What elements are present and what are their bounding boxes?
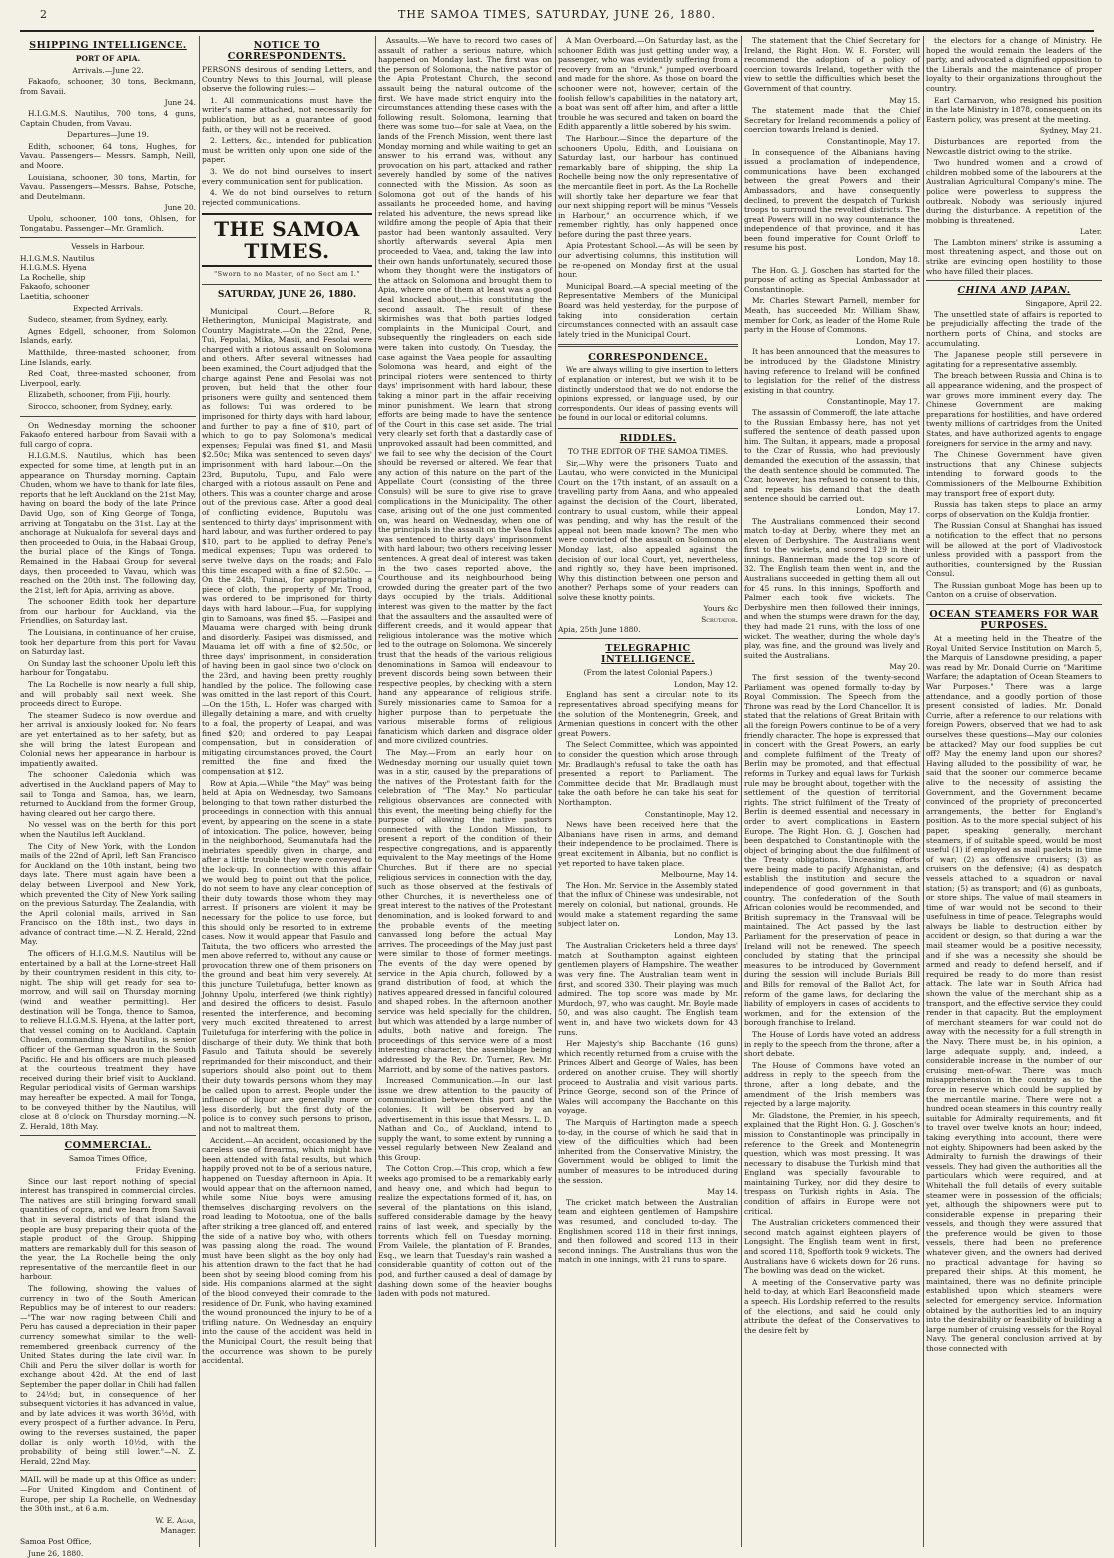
- telegram: The cricket match between the Australian team and eighteen gentlemen of Hampshire was resumed, and concluded to-day. The Englishmen scored 118 in their first innings, and then followed and scored 113 in their second innings. The Australians thus won the match in one innings, with 21 runs to spare.: [558, 1198, 738, 1265]
- telegram: The Australians commenced their second match to-day at Derby, where they met an eleven of Derbyshire. The Australians went first to the wickets, and scored 129 in their innings. Bannerman made the top score of 32. The English team then went in, and the Australians succeeded in getting them all out for 45 runs. In this innings, Spofforth and Palmer each took five wickets. The Derbyshire men then followed their innings, and when the stumps were drawn for the day, they had made 21 runs, with the loss of one wicket. The weather, during the whole day's play, was fine, and the ground was lively and suited the Australians.: [744, 517, 920, 661]
- expected-heading: Expected Arrivals.: [20, 304, 196, 314]
- article-paragraph: At a meeting held in the Theatre of the Royal United Service Institution on March 5, the Marquis of Lansdowne presiding, a paper was read by Mr. Donald Currie on "Maritime Warfare; the adaptation of Ocean Steamers to War Purposes." There was a large attendance, and a goodly portion of those present consisted of ladies. Mr. Donald Currie, after a reference to our relations with foreign Powers, observed that we had to ask ourselves these questions—May our colonies be attacked? May our food supplies be cut off? May the enemy land upon our shores? Having alluded to the possibility of war, he said that the sooner our commerce became alive to the necessity of assisting the Government, and the Government became convinced of the propriety of preconcerted arrangements, the better for England's position. As to the more special subject of his paper, speaking generally, merchant steamers, if of suitable speed, would be most useful (1) if employed as mail packets in time of war; (2) as offensive cruisers; (3) as cruisers on the defensive; (4) as despatch vessels attached to a squadron or naval station; (5) as transport; and (6) as gunboats, or store ships. The value of mail steamers in time of war would not be second to their usefulness in time of peace. Telegraphs would always be liable to destruction either by accident or design, so that during a war the mail steamer would be a positive necessity, and if she was a necessity she should be armed and ready to defend herself, and if required be ready to do more than resist attack. The late war in South Africa had shown the value of the merchant ship as a transport, and the effective service they could render in that capacity. But the employment of merchant steamers for war could not do away with the necessity for a full strength in the Navy. There must be, in his opinion, a large adequate supply, and, indeed, a considerable increase in the number of our cruising men-of-war. There was much misapprehension in the country as to the force in reserve which could be supplied by the mercantile marine. There were not a hundred ocean steamers in this country really suitable for Admiralty requirements, and fit to travel over twelve knots an hour; indeed, taking everything into account, there were not eighty. Shipowners had been asked by the Admiralty to furnish the drawings of their vessels. They had given the authorities all the particulars which were required, and at Whitehall the full details of every suitable steamer were in possession of the officials; yet, although the shipowners were put to considerable expense in preparing their vessels, and though they were assured that the preference would be given to those vessels, there had been no preference whatever given, and the owners had derived no practical advantage for having so prepared their ships. At this moment, he maintained, there was no definite principle established upon which steamers were selected for emergency service. Information obtained by the authorities led to an inquiry into the desirability or feasibility of building a large number of cruising vessels for the Royal Navy. The general conclusion arrived at by those connected with: [926, 634, 1102, 1354]
- column-4: [558, 36, 738, 1547]
- mail-notice: MAIL will be made up at this Office as under:—For United Kingdom and Continent of Europe, per ship La Rochelle, on Wednesday the 30th inst., at 6 a.m.: [20, 1475, 196, 1513]
- page-number: 2: [40, 8, 48, 21]
- dateline: Sydney, May 21.: [926, 126, 1102, 136]
- mail-signature-title: Manager.: [20, 1526, 196, 1536]
- telegram: England has sent a circular note to its representatives abroad specifying means for the solution of the Montenegrin, Greek, and Armenian questions in concert with the other great Powers.: [558, 690, 738, 738]
- telegram: Russia has taken steps to place an army corps of observation on the Kuldja frontier.: [926, 500, 1102, 519]
- column-rule: [555, 36, 556, 1547]
- list-item: Sirocco, schooner, from Sydney, early.: [20, 402, 196, 412]
- telegram: The first session of the twenty-second Parliament was opened formally to-day by Royal Commission. The Speech from the Throne was read by the Lord Chancellor. It is stated that the relations of Great Britain with all the foreign Powers continue to be of a very friendly character. The hope is expressed that in concert with the Great Powers, an early and complete fulfilment of the Treaty of Berlin may be promoted, and that effectual reforms in Turkey and equal laws for Turkish rule may be brought about, together with the settlement of the question of territorial rights. The strict fulfilment of the Treaty of Berlin is deemed essential and necessary in order to avert complications in Eastern Europe. The Right Hon. G. J. Goschen had been despatched to Constantinople with the object of bringing about the due fulfilment of the Treaty obligations. Unceasing efforts were being made to pacify Afghanistan, and establish the institution and secure the independence of good government in that country. The confederation of the South African colonies would be recommended, and British supremacy in the Transvaal will be maintained. The Act passed by the last Parliament for the preservation of peace in Ireland will not be renewed. The speech concluded by stating that the principal measures to be introduced by Government during the session will include Burials Bill and Bills for removal of the Ballot Act, for reform of the game laws, for declaring the liability of employers in cases of accidents to workmen, and for the extension of the borough franchise to Ireland.: [744, 673, 920, 1028]
- article-paragraph: Municipal Board.—A special meeting of the Representative Members of the Municipal Board was held yesterday, for the purpose of taking into consideration certain circumstances connected with an assault case lately tried in the Municipal Court.: [558, 282, 738, 340]
- commercial-paragraph: The following, showing the values of currency in two of the South American Republics may be of interest to our readers:—"The war now raging between Chili and Peru has caused a depreciation in their paper currency somewhat similar to the well-remembered greenback currency of the United States during the late civil war. In Chili and Peru the silver dollar is worth for exchange about 42d. At the end of last September the paper dollar in Chili had fallen to 24½d; but, in consequence of her subsequent victories it has advanced in value, and by late advices it was worth 36½d, with every prospect of a further advance. In Peru, owing to the reverses sustained, the paper dollar is only worth 10½d, with the probability of being still lower."—N. Z. Herald, 22nd May.: [20, 1284, 196, 1466]
- dateline: May 15.: [744, 96, 920, 106]
- telegram: The Lambton miners' strike is assuming a most threatening aspect, and those out on strike are evincing open hostility to those who have filled their places.: [926, 238, 1102, 276]
- divider: [558, 428, 738, 429]
- article-paragraph: Accident.—An accident, occasioned by the careless use of firearms, which might have been attended with fatal results, but which happily proved not to be of a serious nature, happened on Tuesday afternoon in Apia. It would appear that on the afternoon named, while some Niue boys were amusing themselves discharging revolvers on the road leading to Motootua, one of the balls after striking a tree glanced off, and entered the side of a native boy who, with others was passing along the road. The wound must have been slight as the boy only had his attention drawn to the fact that he had been shot by seeing blood coming from his side. His companions alarmed at the sight of the blood conveyed their comrade to the residence of Dr. Funk, who having examined the wound pronounced the injury to be of a trifling nature. On Wednesday an enquiry into the cause of the accident was held in the Municipal Court, the result being that the occurrence was shown to be purely accidental.: [202, 1136, 372, 1366]
- departure-entry: Louisiana, schooner, 30 tons, Martin, for Vavau. Passengers—Messrs. Bahse, Potsche, and Deutelmann.: [20, 173, 196, 202]
- telegram: The statement that the Chief Secretary for Ireland, the Right Hon. W. E. Forster, will recommend the adoption of a policy of coercion towards Ireland, together with the view to settle the difficulties which beset the Government of that country.: [744, 36, 920, 94]
- notice-heading: NOTICE TO CORRESPONDENTS.: [202, 40, 372, 62]
- article-paragraph: The Cotton Crop.—This crop, which a few weeks ago promised to be a remarkably early and heavy one, and which had begun to realize the expectations formed of it, has, on several of the plantations on this island, suffered considerable damage by the heavy rains of last week, and specially by the torrents which fell on Tuesday morning. From Vailele, the plantation of F. Brandes, Esq., we learn that Tuesday's rain washed a considerable quantity of cotton out of the pod, and further caused a deal of damage by dashing down some of the heavier boughs laden with pods not matured.: [378, 1164, 552, 1298]
- shipping-heading: SHIPPING INTELLIGENCE.: [20, 40, 196, 51]
- riddles-addressee: TO THE EDITOR OF THE SAMOA TIMES.: [558, 447, 738, 457]
- divider: [20, 1470, 196, 1471]
- news-paragraph: The City of New York, with the London mails of the 22nd of April, left San Francisco for Auckland on the 10th instant, being two days late. There must again have been a delay between Liverpool and New York, which prevented the City of New York sailing on the previous Saturday. The Zealandia, with the April colonial mails, arrived in San Francisco on the 18th inst., two days in advance of contract time.—N. Z. Herald, 22nd May.: [20, 842, 196, 948]
- news-paragraph: The officers of H.I.G.M.S. Nautilus will be entertained by a ball at the Lorne-street Hall by their countrymen resident in this city, to-night. The ship will get ready for sea to-morrow, and will sail on Thursday morning (wind and weather permitting). Her destination will be Tonga, thence to Samoa, to relieve H.I.G.M.S. Hyena, at the latter port, that vessel coming on to Auckland. Captain Chuden, commanding the Nautilus, is senior officer of the German squadron in the South Pacific. He and his officers are much pleased at the courteous treatment they have received during their brief visit to Auckland. Regular periodical visits of German warships may hereafter be expected. A mail for Tonga, to be conveyed thither by the Nautilus, will close at 8 o'clock on Thursday morning.—N. Z. Herald, 18th May.: [20, 949, 196, 1131]
- mail-office: Samoa Post Office,: [20, 1537, 196, 1547]
- news-paragraph: No vessel was on the berth for this port when the Nautilus left Auckland.: [20, 820, 196, 839]
- list-item: Red Coat, three-masted schooner, from Liverpool, early.: [20, 369, 196, 388]
- divider: [20, 1135, 196, 1136]
- correspondence-note: We are always willing to give insertion to letters of explanation or interest, but we wish it to be distinctly understood that we do not endorse the opinions expressed, or language used, by our correspondents. Our ideas of passing events will be found in our local or editorial columns.: [558, 366, 738, 424]
- column-2: [202, 36, 372, 1547]
- news-paragraph: On Sunday last the schooner Upolu left this harbour for Tongatabu.: [20, 659, 196, 678]
- news-paragraph: The steamer Sudeco is now overdue and her arrival is anxiously looked for. No fears are yet entertained as to her safety, but as she will bring the latest European and Colonial news her appearance in harbour is impatiently awaited.: [20, 711, 196, 769]
- riddles-heading: RIDDLES.: [558, 433, 738, 444]
- arrival-entry: Fakaofo, schooner, 30 tons, Beckmann, from Savaii.: [20, 77, 196, 96]
- riddles-close: Yours &c: [558, 604, 738, 614]
- notice-rule: 2. Letters, &c., intended for publication must be written only upon one side of the paper.: [202, 136, 372, 165]
- mail-signature-name: W. E. Agar,: [20, 1516, 196, 1526]
- dateline: London, May 12.: [558, 680, 738, 690]
- article-paragraph: Municipal Court.—Before R. Hetherington, Municipal Magistrate, and Country Magistrate.—On the 22nd, Pene, Tui, Fepulai, Mika, Masii, and Fesolai were charged with a riotous assault on Solomona and others. After several witnesses had been examined, the Court adjudged that the charge against Pene and Fesolai was not proven, but held that the other four prisoners were guilty and sentenced them as follows: Tui was ordered to be imprisoned for thirty days with hard labour, and further to pay a fine of $10, part of which to go to pay Solomona's medical expenses; Fepulai was fined $1, and Masii $2.50c; Mika was sentenced to seven days' imprisonment with hard labour.—On the 23rd, Buputolu, Tupu, and Falo were charged with a riotous assault on Pene and others. This was a counter charge and arose out of the previous case. After a good deal of conflicting evidence, Buputolu was sentenced to thirty days' imprisonment with hard labour, and was further ordered to pay $10, part to be applied to defray Pene's medical expenses; Tupu was ordered to serve twelve days on the roads; and Falo this time escaped with a fine of $2.50c. —On the 24th, Tuinai, for appropriating a piece of cloth, the property of Mr. Trood, was ordered to be imprisoned for thirty days with hard labour.—Fua, for supplying gin to Samoans, was fined $5. —Fasipei and Mauama were charged with being drunk and disorderly. Fasipei was dismissed, and Mauama let off with a fine of $2.50c, or three days' imprisonment, in consideration of having been in gaol since two o'clock on the 23rd, and having been pretty roughly handled by the police. The following case was omitted in the last report of this Court.—On the 15th, L. Hofer was charged with illegally detaining a mare, and with cruelty to a foal, the property of Leapai, and was fined $20; and ordered to pay Leapai compensation, but in consideration of mitigating circumstances proved, the Court remitted the fine and fixed the compensation at $12.: [202, 307, 372, 777]
- news-paragraph: The Louisiana, in continuance of her cruise, took her departure from this port for Vavau on Saturday last.: [20, 628, 196, 657]
- news-paragraph: The schooner Edith took her departure from our harbour for Auckland, via the Friendlies, on Saturday last.: [20, 597, 196, 626]
- telegram: Her Majesty's ship Bacchante (16 guns) which recently returned from a cruise with the Princes Albert and George of Wales, has been ordered on another cruise. They will shortly proceed to Australia and visit various parts. Prince George, second son of the Prince of Wales will accompany the Bacchante on this voyage.: [558, 1039, 738, 1116]
- commercial-heading: COMMERCIAL.: [20, 1140, 196, 1151]
- dateline: May 20.: [744, 662, 920, 672]
- divider: [558, 638, 738, 639]
- list-item: Agnes Edgell, schooner, from Solomon Islands, early.: [20, 327, 196, 346]
- divider: [202, 284, 372, 285]
- departures-heading: Departures—June 19.: [20, 130, 196, 140]
- dateline: London, May 13.: [558, 931, 738, 941]
- telegram: The unsettled state of affairs is reported to be prejudicially affecting the trade of the northern ports of China, and stocks are accumulating.: [926, 310, 1102, 348]
- telegram: The Russian Consul at Shanghai has issued a notification to the effect that no persons will be allowed at the port of Vladivostock unless provided with a passport from the authorities, countersigned by the Russian Consul.: [926, 521, 1102, 579]
- telegram: The breach between Russia and China is to all appearance widening, and the prospect of war grows more imminent every day. The Chinese Government are making preparations for hostilities, and have ordered twenty millions of cartridges from the United States, and have authorized agents to engage foreigners for service in the army and navy.: [926, 371, 1102, 448]
- telegram: The House of Commons have voted an address in reply to the speech from the throne, after a long debate, and the amendment of the Irish members was rejected by a large majority.: [744, 1061, 920, 1109]
- news-paragraph: The schooner Caledonia which was advertised in the Auckland papers of May to sail to Tonga and Samoa, has, we learn, returned to Auckland from the former Group, having cleared out her cargo there.: [20, 770, 196, 818]
- column-rule: [741, 36, 742, 1547]
- notice-rule: 3. We do not bind ourselves to insert every communication sent for publication.: [202, 167, 372, 186]
- china-heading: CHINA AND JAPAN.: [926, 285, 1102, 296]
- telegram: The House of Lords have voted an address in reply to the speech from the throne, after a short debate.: [744, 1030, 920, 1059]
- article-paragraph: Row at Apia.—While "the May" was being held at Apia on Wednesday, two Samoans belonging to that town rather disturbed the proceedings in connection with this annual event, by appearing on the scene in a state of intoxication. The police, however, being in the neighborhood, Seumanutafa had the inebriates speedily given in charge, and after a little trouble they were conveyed to the lock-up. In connection with this affair we would beg to point out that the police, do not seem to have any clear conception of their duty towards those whom they may arrest. If prisoners are violent it may be necessary for the police to use force, but this should only be resorted to in extreme cases. Now it would appear that Fasulo and Taituta, the two officers who arrested the men above referred to, without any cause or provocation threw one of them prisoners on the ground and beat him very severely. At this juncture Tuiletufuga, better known as Johnny Upolu, interfered (we think rightly) and desired the officers to desist. Fasulo resented the interference, and becoming very much excited threatened to arrest Tuiletufuga for interfering with the police in discharge of their duty. We think that both Fasulo and Taituta should be severely reprimanded for their misconduct, and their superiors should also point out to them their duty towards persons whom they may be called upon to arrest. People under the influence of liquor are generally more or less disorderly, but the first duty of the police is to convey such persons to prison, and not to maltreat them.: [202, 779, 372, 1134]
- divider: [558, 344, 738, 347]
- column-rule: [923, 36, 924, 1547]
- commercial-office: Samoa Times Office,: [20, 1154, 196, 1164]
- riddles-signature: Scrutator.: [558, 615, 738, 625]
- expected-list: [20, 315, 196, 411]
- article-paragraph: Increased Communication.—In our last issue we drew attention to the paucity of communication between this port and the colonies. It will be observed by an advertisement in this issue that Messrs. L. D. Nathan and Co., of Auckland, intend to supply the want, to some extent by running a vessel regularly between New Zealand and this Group.: [378, 1076, 552, 1162]
- divider: [926, 280, 1102, 281]
- ocean-steamers-heading: OCEAN STEAMERS FOR WAR PURPOSES.: [926, 609, 1102, 631]
- list-item: H.I.G.M.S. Hyena: [20, 263, 196, 273]
- dateline: London, May 17.: [744, 337, 920, 347]
- news-paragraph: On Wednesday morning the schooner Fakaofo entered harbour from Savaii with a full cargo of copra.: [20, 421, 196, 450]
- notice-intro: PERSONS desirous of sending Letters, and Country News to this Journal, will please observe the following rules:—: [202, 65, 372, 94]
- departure-entry: Upolu, schooner, 100 tons, Ohlsen, for Tongatabu. Passenger—Mr. Gramlich.: [20, 214, 196, 233]
- telegram: The Select Committee, which was appointed to consider the question which arose through Mr. Bradlaugh's refusal to take the oath has presented a report to Parliament. The Committee decide that Mr. Bradlaugh must take the oath before he can take his seat for Northampton.: [558, 740, 738, 807]
- telegram: Disturbances are reported from the Newcastle district owing to the strike.: [926, 137, 1102, 156]
- header-rule: [20, 30, 1094, 32]
- telegram: The assassin of Commeroff, the late attache to the Russian Embassy here, has not yet suffered the sentence of death passed upon him. The Sultan, it appears, made a proposal to the Czar of Russia, who had previously demanded the execution of the assassin, that the death sentence should be commuted. The Czar, however, has refused to consent to this, and repeats his demand that the death sentence should be carried out.: [744, 408, 920, 504]
- telegram: Mr. Charles Stewart Parnell, member for Meath, has succeeded Mr. William Shaw, member for Cork, as leader of the Home Rule party in the House of Commons.: [744, 296, 920, 334]
- telegram: The Russian gunboat Moge has been up to Canton on a cruise of observation.: [926, 581, 1102, 600]
- article-paragraph: The Harbour.—Since the departure of the schooners Upolu, Edith, and Louisiana on Saturday last, our harbour has continued remarkably bare of shipping, the ship La Rochelle being now the only representative of the mercantile fleet in port. As the La Rochelle will shortly take her departure we fear that our next shipping report will be minus "Vessels in Harbour," an occurrence which, if we remember rightly, has only happened once before during the past three years.: [558, 134, 738, 240]
- telegram: Earl Carnarvon, who resigned his position in the late Ministry in 1878, consequent on its Eastern policy, was present at the meeting.: [926, 96, 1102, 125]
- telegram: It has been announced that the measures to be introduced by the Gladstone Ministry having reference to Ireland will be confined to legislation for the relief of the distress existing in that country.: [744, 347, 920, 395]
- commercial-paragraph: Since our last report nothing of special interest has transpired in commercial circles. The natives are still bringing forward small quantities of copra, and we learn from Savaii that in several districts of that island the people are busy preparing their quota of the staple product of the Group. Shipping matters are remarkably dull for this season of the year, the La Rochelle being the only representative of the mercantile fleet in our harbour.: [20, 1177, 196, 1283]
- running-title: THE SAMOA TIMES, SATURDAY, JUNE 26, 1880.: [398, 6, 716, 21]
- masthead-motto: "Sworn to no Master, of no Sect am I.": [202, 270, 372, 280]
- telegram: News have been received here that the Albanians have risen in arms, and demand their independence to be proclaimed. There is great excitement in Albania, but no conflict is yet reported to have taken place.: [558, 820, 738, 868]
- article-paragraph: The May.—From an early hour on Wednesday morning our usually quiet town was in a stir, caused by the preparations of the natives of the Protestant faith for the celebration of "The May." No particular religious observances are connected with this event, the meeting being chiefly for the purpose of allowing the native pastors connected with the London Mission, to present a report of the condition of their respective congregations, and is apparently equivalent to the May meetings of the Home Churches. But if there are no special religious services in connection with the day, such as those observed at the festivals of other Churches, it is nevertheless one of great interest to the natives of the Protestant denomination, and is looked forward to and the probable events of the meeting canvassed long before the actual May arrives. The proceedings of the May just past were similar to those of former meetings. The events of the day were opened by service in the Apia church, followed by a grand distribution of food, at which the natives appeared dressed in fanciful coloured and shaped robes. In the afternoon another service was held specially for the children, but which was attended by a large number of adults, both native and foreign. The proceedings of this service were of a most interesting character, the assemblage being addressed by the Rev. Dr. Turner, Rev. Mr. Marriott, and by some of the natives pastors.: [378, 748, 552, 1074]
- dateline: Constantinople, May 17.: [744, 137, 920, 147]
- article-paragraph: Assaults.—We have to record two cases of assault of rather a serious nature, which happened on Monday last. The first was on the person of Solomona, the native pastor of the Apia Protestant Church, the second assault being the natural outcome of the first. We have made strict enquiry into the circumstances attending these cases with the following result. Solomona, learning that there was some tuo—for sale at Vaea, on the lands of the French Mission, went there last Monday morning and while waiting to get an answer to his errand was, without any provocation on his part, attacked and rather severely handled by some of the natives connected with the Mission. As soon as Solomona got out of the hands of his assailants he proceeded home, and having related his adventure, the news spread like wildfire among the people of Apia that their pastor had been wantonly assaulted. Very shortly afterwards several Apia men proceeded to Vaea, and, taking the law into their own hands unfortunately, secured those whom they thought were the instigators of the attack on Solomona and brought them to Apia, where one of them at least was a good deal knocked about,—this constituting the second assault. The result of these skirmishes was that both parties lodged complaints in the Municipal Court, and subsequently the ringleaders on each side were taken into custody. On Tuesday, the case against the Vaea people for assaulting Solomona was heard, and eight of the principal rioters were sentenced to thirty days' imprisonment with hard labour, these taking a minor part in the affair receiving minor punishment. We learn that strong efforts are being made to have the sentence of the Court in this case set aside. The trial very clearly set forth that a dastardly case of unprovoked assault had been committed, and we fail to see why the decision of the Court should be reversed or altered. We fear that any action of this nature on the part of the Appellate Court (consisting of the three Consuls) will be sure to give rise to grave complications in the Municipality. The other case, arising out of the one just commented on, was heard on Wednesday, when one of the principals in the assault on the Vaea folks was sentenced to thirty days' imprisonment with hard labour; two others receiving lesser sentences. A great deal of interest was taken in the two cases reported above, the Courthouse and its neighbourhood being crowded during the greater part of the two days occupied by the trials. Additional interest was given to the matter by the fact that the assaulters and the assaulted were of different creeds, and it would appear that religious intolerance was the motive which led to the outrage on Solomona. We sincerely trust that the heads of the various religious denominations in Samoa will endeavour to prevent discords being sown between their respective peoples, by checking with a stern hand any appearance of religious strife. Surely missionaries came to Samoa for a higher purpose than to perpetuate the various miserable forms of religious fanaticism which darken and disgrace older and more civilized countries.: [378, 36, 552, 746]
- column-5: [744, 36, 920, 1547]
- notice-rule: 1. All communications must have the writer's name attached, not necessarily for publication, but as a guarantee of good faith, or they will not be received.: [202, 96, 372, 134]
- list-item: Elizabeth, schooner, from Fiji, hourly.: [20, 390, 196, 400]
- dateline: Later.: [926, 227, 1102, 237]
- column-rule: [375, 36, 376, 1547]
- harbour-heading: Vessels in Harbour.: [20, 242, 196, 252]
- dateline: Singapore, April 22.: [926, 299, 1102, 309]
- telegram: The statement made that the Chief Secretary for Ireland recommends a policy of coercion towards Ireland is denied.: [744, 106, 920, 135]
- article-paragraph: Apia Protestant School.—As will be seen by our advertising columns, this institution will be re-opened on Monday first at the usual hour.: [558, 241, 738, 279]
- notice-rule: 4. We do not bind ourselves to return rejected communications.: [202, 188, 372, 207]
- dateline: London, May 18.: [744, 255, 920, 265]
- telegram: The Japanese people still persevere in agitating for a representative assembly.: [926, 350, 1102, 369]
- harbour-list: [20, 254, 196, 302]
- telegram: The Chinese Government have given instructions that any Chinese subjects intending to forward goods to the Commissioners of the Melbourne Exhibition may transport free of export duty.: [926, 450, 1102, 498]
- dateline: May 14.: [558, 1187, 738, 1197]
- masthead: THE SAMOA TIMES.: [202, 213, 372, 267]
- list-item: Fakaofo, schooner: [20, 282, 196, 292]
- commercial-day: Friday Evening.: [20, 1166, 196, 1176]
- news-paragraph: The La Rochelle is now nearly a full ship, and will probably sail next week. She proceeds direct to Europe.: [20, 680, 196, 709]
- telegram: the electors for a change of Ministry. He hoped the would remain the leaders of the party, and advocated a dignified opposition to the Liberals and the maintenance of proper loyalty to their organizations throughout the country.: [926, 36, 1102, 94]
- divider: [926, 604, 1102, 605]
- divider: [20, 237, 196, 238]
- arrival-entry: H.I.G.M.S. Nautilus, 700 tons, 4 guns, Captain Chuden, from Vavau.: [20, 109, 196, 128]
- riddles-dateline: Apia, 25th June 1880.: [558, 625, 738, 635]
- column-rule: [199, 36, 200, 1547]
- telegram: Two hundred women and a crowd of children mobbed some of the labourers at the Australian Agricultural Company's mine. The police were powerless to suppress the outbreak. Nobody was seriously injured during the disturbance. A repetition of the mobbing is threatened.: [926, 158, 1102, 225]
- list-item: H.I.G.M.S. Nautilus: [20, 254, 196, 264]
- article-paragraph: A Man Overboard.—On Saturday last, as the schooner Edith was just getting under way, a passenger, who was evidently suffering from a recovery from an "drunk," jumped overboard and made for the shore. As those on board the schooner were not, however, certain of the foolish fellow's capabilities in the natatory art, a boat was sent off after him, and after a little trouble he was secured and taken on board the Edith apparently a little sobered by his swim.: [558, 36, 738, 132]
- list-item: La Rochelle, ship: [20, 273, 196, 283]
- telegram: The Australian Cricketers held a three days' match at Southampton against eighteen gentlemen players of Hampshire. The weather was very fine. The Australian team went in first, and scored 330. Their playing was much admired. The top score was made by Mr. Murdoch, 97, who was caught. Mr. Boyle made 50, and was also caught. The English team went in, and have two wickets down for 43 runs.: [558, 941, 738, 1037]
- mail-date: June 26, 1880.: [20, 1549, 196, 1558]
- riddles-body: Sir,—Why were the prisoners Tuato and Lautau, who were convicted in the Municipal Court on the 17th instant, of an assault on a travelling party from Aana, and who appealed against the decision of the Court, liberated, contrary to usual custom, while their appeal was pending, and why has the result of the appeal not been made known? The men who were convicted of the assault on Solomona on Monday last, also appealed against the decision of our local Court, yet, nevertheless, and rightly so, they have been imprisoned. Why this distinction between one person and another? Perhaps some of your readers can solve these knotty points.: [558, 459, 738, 603]
- arrivals-heading: Arrivals.—June 22.: [20, 66, 196, 76]
- dateline: London, May 17.: [744, 506, 920, 516]
- dateline: Constantinople, May 12.: [558, 810, 738, 820]
- departure-entry: Edith, schooner, 64 tons, Hughes, for Vavau. Passengers— Messrs. Samph, Neill, and Moore.: [20, 142, 196, 171]
- list-item: Laetitia, schooner: [20, 292, 196, 302]
- correspondence-heading: CORRESPONDENCE.: [558, 352, 738, 363]
- dateline: Melbourne, May 14.: [558, 870, 738, 880]
- running-header: [40, 6, 1074, 28]
- telegram: The Australian cricketers commenced their second match against eighteen players of Longsight. The English team went in first, and scored 118, Spofforth took 9 wickets. The Australians have 6 wickets down for 26 runs. The bowling was dead on the wicket.: [744, 1218, 920, 1276]
- telegram: A meeting of the Conservative party was held to-day, at which Earl Beaconsfield made a speech. His Lordship referred to the results of the elections, and said he could only attribute the defeat of the Conservatives to the desire felt by: [744, 1278, 920, 1336]
- telegraphic-source: (From the latest Colonial Papers.): [558, 668, 738, 678]
- telegram: The Hon. Mr. Service in the Assembly stated that the influx of Chinese was undesirable, not merely on colonial, but national, grounds. He would make a statement regarding the same subject later on.: [558, 881, 738, 929]
- telegram: Mr. Gladstone, the Premier, in his speech, explained that the Right Hon. G. J. Goschen's mission to Constantinople was principally in reference to the Greek and Montenegrin question, which was most pressing. It was necessary to disabuse the Turkish mind that England was specially favourable to maintaining Turkey, nor did they desire to trespass on Turkish rights in Asia. The condition of affairs in Europe were not critical.: [744, 1111, 920, 1217]
- divider: [20, 416, 196, 417]
- port-heading: PORT OF APIA.: [20, 54, 196, 64]
- column-1: [20, 36, 196, 1547]
- list-item: Sudeco, steamer, from Sydney, early.: [20, 315, 196, 325]
- telegraphic-heading: TELEGRAPHIC INTELLIGENCE.: [558, 643, 738, 665]
- column-6: [926, 36, 1102, 1547]
- dateline: Constantinople, May 17.: [744, 397, 920, 407]
- news-paragraph: H.I.G.M.S. Nautilus, which has been expected for some time, at length put in an appearance on Thursday morning. Captain Chuden, whom we have to thank for late files, reports that he left Auckland on the 21st May, having on board the body of the late Prince David Ugo, son of King George of Tonga, arriving at Tongatabu on the 31st. Lay at the anchorage at Nukualofa for several days and then proceeded to Ouia, in the Habaai Group, the burial place of the Kings of Tonga. Remained in the Habaai Group for several days, then proceeded to Vavau, which was reached on the 20th inst. The following day, the 21st, left for Apia, arriving as above.: [20, 451, 196, 595]
- telegram: The Marquis of Hartington made a speech to-day, in the course of which he said that in view of the difficulties which had been inherited from the Conservative Ministry, the Government would be obliged to limit the number of measures to be introduced during the session.: [558, 1118, 738, 1185]
- telegram: The Hon. G. J. Goschen has started for the purpose of acting as Special Ambassador at Constantinople.: [744, 266, 920, 295]
- departure-date: June 20.: [20, 203, 196, 213]
- list-item: Matthilde, three-masted schooner, from Line Islands, early.: [20, 348, 196, 367]
- arrival-date: June 24.: [20, 98, 196, 108]
- telegram: In consequence of the Albanians having issued a proclamation of independence, communications have been exchanged between the great Powers and their Ambassadors, and have consequently declined, to prevent the despatch of Turkish troops to surround the revolted districts. The great Powers will in no way countenance the independence of that province, and it has been found imperative for Count Orloff to resume his post.: [744, 148, 920, 254]
- column-3: [378, 36, 552, 1547]
- issue-date: SATURDAY, JUNE 26, 1880.: [202, 291, 372, 301]
